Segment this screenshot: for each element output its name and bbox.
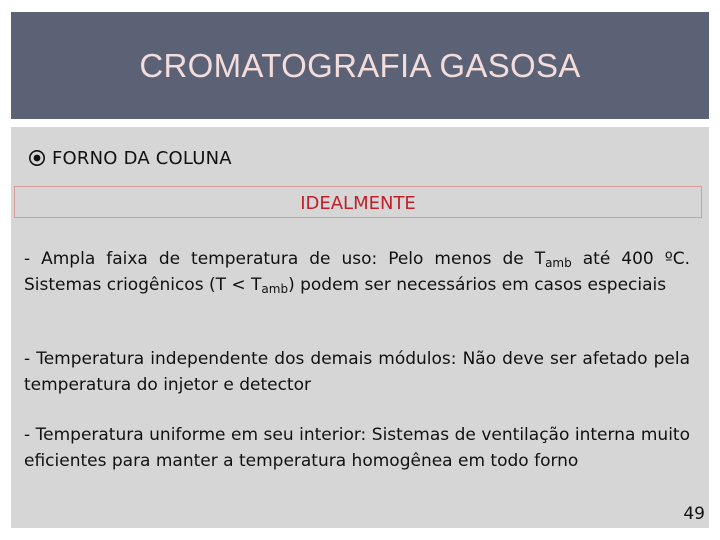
highlight-label: IDEALMENTE xyxy=(300,193,416,214)
slide-title: CROMATOGRAFIA GASOSA xyxy=(139,47,581,84)
subscript: amb xyxy=(261,282,289,296)
page-number: 49 xyxy=(683,504,705,524)
bullet-heading xyxy=(28,144,232,172)
paragraph-text: ) podem ser necessários em casos especiais xyxy=(288,275,667,295)
bullet-heading-label: FORNO DA COLUNA xyxy=(52,147,232,169)
paragraph-independent-temperature: - Temperatura independente dos demais módulos: Não deve ser afetado pela temperatura do injetor e detector xyxy=(24,349,690,395)
paragraph-temperature-range xyxy=(24,246,690,298)
paragraph-text: - Ampla faixa de temperatura de uso: Pelo menos de T xyxy=(24,249,546,269)
paragraph-uniform-temperature: - Temperatura uniforme em seu interior: Sistemas de ventilação interna muito eficientes para manter a temperatura homogênea em todo forno xyxy=(24,425,690,471)
circle-dot-icon xyxy=(28,149,46,167)
subscript: amb xyxy=(545,256,572,270)
paragraph-text: até 400 ºC. Sistemas criogênicos (T < T xyxy=(24,249,690,295)
